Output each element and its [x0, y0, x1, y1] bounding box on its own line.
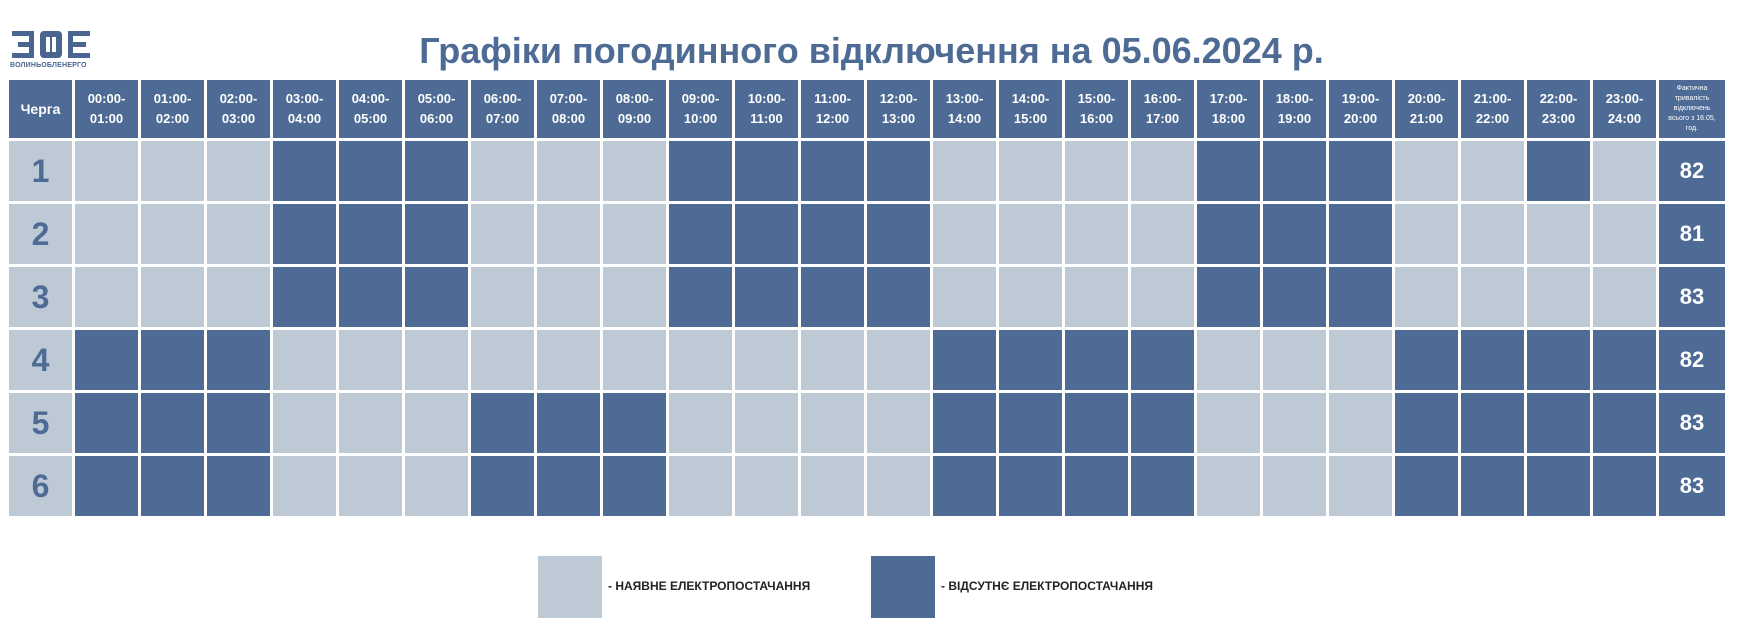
- legend-available-label: - НАЯВНЕ ЕЛЕКТРОПОСТАЧАННЯ: [608, 579, 811, 593]
- hour-cell-available: [1065, 141, 1128, 201]
- hour-cell-available: [1263, 393, 1326, 453]
- hour-cell-outage: [75, 330, 138, 390]
- hour-cell-outage: [141, 456, 204, 516]
- duration-total: 82: [1659, 141, 1725, 201]
- hour-cell-available: [669, 393, 732, 453]
- queue-row: [9, 456, 1725, 516]
- hour-header-line: 14:00: [947, 111, 982, 126]
- hour-cell-outage: [207, 330, 270, 390]
- hour-cell-outage: [933, 393, 996, 453]
- legend-available-swatch: [538, 556, 602, 618]
- hour-cell-outage: [207, 393, 270, 453]
- hour-cell-available: [471, 141, 534, 201]
- hour-cell-outage: [1461, 393, 1524, 453]
- hour-column-header: [933, 80, 996, 138]
- hour-cell-outage: [735, 267, 798, 327]
- logo-subtitle: ВОЛИНЬОБЛЕНЕРГО: [10, 62, 87, 69]
- hour-cell-outage: [207, 456, 270, 516]
- hour-header-line: 12:00: [815, 111, 850, 126]
- hour-cell-outage: [669, 141, 732, 201]
- hour-cell-available: [339, 393, 402, 453]
- page-title: Графіки погодинного відключення на 05.06.2024 р.: [419, 30, 1324, 71]
- hour-cell-available: [1263, 330, 1326, 390]
- hour-cell-available: [735, 393, 798, 453]
- duration-header-line: год.: [1685, 125, 1699, 132]
- hour-header-line: 20:00-: [1407, 91, 1446, 106]
- hour-cell-available: [471, 267, 534, 327]
- hour-cell-outage: [1593, 393, 1656, 453]
- hour-cell-available: [933, 267, 996, 327]
- hour-cell-available: [207, 267, 270, 327]
- hour-cell-outage: [1131, 456, 1194, 516]
- hour-header-line: 08:00: [551, 111, 586, 126]
- hour-column-header: [867, 80, 930, 138]
- hour-cell-available: [537, 330, 600, 390]
- hour-column-header: [1197, 80, 1260, 138]
- hour-column-header: [1263, 80, 1326, 138]
- hour-cell-outage: [141, 393, 204, 453]
- hour-cell-available: [1461, 204, 1524, 264]
- outage-schedule-table: [6, 77, 1728, 519]
- hour-cell-outage: [405, 141, 468, 201]
- hour-cell-outage: [999, 330, 1062, 390]
- duration-header-line: відключень: [1673, 105, 1711, 112]
- hour-header-line: 04:00-: [351, 91, 390, 106]
- hour-cell-available: [273, 456, 336, 516]
- hour-header-line: 23:00-: [1605, 91, 1644, 106]
- hour-column-header: [75, 80, 138, 138]
- hour-header-line: 10:00: [683, 111, 718, 126]
- hour-header-line: 17:00-: [1209, 91, 1248, 106]
- duration-total: 81: [1659, 204, 1725, 264]
- hour-header-line: 07:00-: [549, 91, 588, 106]
- hour-cell-outage: [1461, 330, 1524, 390]
- hour-cell-outage: [603, 456, 666, 516]
- hour-cell-outage: [1527, 456, 1590, 516]
- queue-number: 4: [9, 330, 72, 390]
- hour-cell-outage: [1395, 393, 1458, 453]
- hour-cell-outage: [1263, 267, 1326, 327]
- hour-cell-available: [1329, 456, 1392, 516]
- hour-cell-outage: [1527, 141, 1590, 201]
- hour-cell-outage: [1527, 393, 1590, 453]
- hour-cell-outage: [1065, 393, 1128, 453]
- hour-header-line: 17:00: [1145, 111, 1180, 126]
- hour-header-line: 07:00: [485, 111, 520, 126]
- hour-cell-available: [603, 330, 666, 390]
- hour-cell-outage: [933, 330, 996, 390]
- hour-header-line: 03:00-: [285, 91, 324, 106]
- hour-cell-outage: [1329, 204, 1392, 264]
- hour-cell-outage: [1131, 330, 1194, 390]
- hour-column-header: [1065, 80, 1128, 138]
- hour-cell-outage: [1527, 330, 1590, 390]
- hour-cell-available: [1197, 456, 1260, 516]
- hour-cell-outage: [867, 141, 930, 201]
- hour-header-line: 16:00: [1079, 111, 1114, 126]
- hour-cell-available: [669, 330, 732, 390]
- hour-cell-available: [603, 204, 666, 264]
- hour-cell-available: [1593, 267, 1656, 327]
- hour-cell-available: [1131, 204, 1194, 264]
- hour-cell-outage: [339, 141, 402, 201]
- hour-cell-outage: [405, 204, 468, 264]
- hour-cell-available: [1461, 267, 1524, 327]
- hour-header-line: 19:00: [1277, 111, 1312, 126]
- hour-header-line: 14:00-: [1011, 91, 1050, 106]
- hour-cell-available: [1065, 204, 1128, 264]
- hour-header-line: 11:00: [750, 111, 783, 126]
- hour-cell-outage: [1065, 330, 1128, 390]
- queue-row: [9, 141, 1725, 201]
- hour-cell-outage: [75, 456, 138, 516]
- hour-cell-available: [1395, 141, 1458, 201]
- hour-header-line: 02:00-: [219, 91, 258, 106]
- hour-header-line: 24:00: [1607, 111, 1642, 126]
- hour-header-line: 01:00-: [153, 91, 192, 106]
- queue-number: 2: [9, 204, 72, 264]
- hour-cell-available: [1329, 393, 1392, 453]
- hour-cell-available: [867, 393, 930, 453]
- duration-column-header: [1659, 80, 1725, 138]
- hour-cell-outage: [75, 393, 138, 453]
- queue-row: [9, 204, 1725, 264]
- hour-column-header: [669, 80, 732, 138]
- hour-header-line: 08:00-: [615, 91, 654, 106]
- hour-cell-available: [1593, 141, 1656, 201]
- hour-header-line: 21:00-: [1473, 91, 1512, 106]
- hour-cell-available: [75, 204, 138, 264]
- hour-cell-available: [801, 393, 864, 453]
- hour-cell-available: [933, 141, 996, 201]
- hour-cell-available: [537, 204, 600, 264]
- hour-cell-outage: [801, 267, 864, 327]
- hour-cell-outage: [801, 204, 864, 264]
- hour-cell-outage: [1065, 456, 1128, 516]
- hour-cell-outage: [933, 456, 996, 516]
- hour-column-header: [1329, 80, 1392, 138]
- hour-cell-available: [1065, 267, 1128, 327]
- hour-cell-available: [1593, 204, 1656, 264]
- queue-number: 6: [9, 456, 72, 516]
- hour-cell-outage: [537, 456, 600, 516]
- hour-cell-available: [801, 330, 864, 390]
- hour-column-header: [1527, 80, 1590, 138]
- hour-column-header: [273, 80, 336, 138]
- hour-header-line: 19:00-: [1341, 91, 1380, 106]
- hour-cell-available: [339, 456, 402, 516]
- duration-header-line: всього з 16.05,: [1668, 115, 1716, 122]
- hour-header-line: 18:00-: [1275, 91, 1314, 106]
- hour-cell-outage: [1197, 204, 1260, 264]
- hour-cell-outage: [801, 141, 864, 201]
- hour-header-line: 15:00-: [1077, 91, 1116, 106]
- hour-header-line: 06:00: [419, 111, 454, 126]
- hour-column-header: [207, 80, 270, 138]
- hour-cell-outage: [1395, 330, 1458, 390]
- hour-cell-available: [735, 330, 798, 390]
- hour-header-line: 22:00-: [1539, 91, 1578, 106]
- legend-absent-swatch: [871, 556, 935, 618]
- hour-cell-outage: [735, 141, 798, 201]
- hour-cell-available: [207, 204, 270, 264]
- hour-cell-available: [867, 456, 930, 516]
- hour-cell-outage: [273, 267, 336, 327]
- hour-cell-available: [1527, 204, 1590, 264]
- hour-cell-available: [933, 204, 996, 264]
- hour-header-line: 10:00-: [747, 91, 786, 106]
- hour-cell-available: [867, 330, 930, 390]
- hour-cell-available: [1197, 330, 1260, 390]
- hour-cell-available: [603, 267, 666, 327]
- hour-cell-outage: [273, 204, 336, 264]
- hour-header-line: 04:00: [287, 111, 322, 126]
- hour-cell-outage: [1395, 456, 1458, 516]
- queue-row: [9, 393, 1725, 453]
- hour-cell-outage: [339, 204, 402, 264]
- hour-cell-outage: [1131, 393, 1194, 453]
- hour-cell-available: [1263, 456, 1326, 516]
- hour-cell-available: [339, 330, 402, 390]
- hour-header-line: 23:00: [1541, 111, 1576, 126]
- hour-cell-available: [1395, 204, 1458, 264]
- hour-cell-available: [1329, 330, 1392, 390]
- queue-number: 3: [9, 267, 72, 327]
- hour-header-line: 12:00-: [879, 91, 918, 106]
- duration-total: 83: [1659, 456, 1725, 516]
- hour-cell-outage: [1197, 267, 1260, 327]
- hour-cell-available: [405, 393, 468, 453]
- hour-cell-available: [1527, 267, 1590, 327]
- hour-column-header: [339, 80, 402, 138]
- hour-header-line: 05:00-: [417, 91, 456, 106]
- hour-cell-available: [471, 330, 534, 390]
- queue-number: 1: [9, 141, 72, 201]
- hour-cell-available: [537, 141, 600, 201]
- hour-column-header: [537, 80, 600, 138]
- hour-header-line: 13:00-: [945, 91, 984, 106]
- legend-absent-label: - ВІДСУТНЄ ЕЛЕКТРОПОСТАЧАННЯ: [941, 579, 1153, 593]
- hour-cell-available: [207, 141, 270, 201]
- hour-cell-outage: [141, 330, 204, 390]
- hour-column-header: [1131, 80, 1194, 138]
- hour-cell-outage: [537, 393, 600, 453]
- hour-column-header: [141, 80, 204, 138]
- hour-column-header: [801, 80, 864, 138]
- hour-header-line: 16:00-: [1143, 91, 1182, 106]
- hour-cell-outage: [405, 267, 468, 327]
- queue-number: 5: [9, 393, 72, 453]
- hour-cell-outage: [1329, 141, 1392, 201]
- hour-header-line: 18:00: [1211, 111, 1246, 126]
- hour-cell-available: [405, 330, 468, 390]
- hour-header-line: 13:00: [881, 111, 916, 126]
- hour-cell-available: [669, 456, 732, 516]
- hour-cell-available: [537, 267, 600, 327]
- hour-header-line: 11:00-: [814, 91, 851, 106]
- hour-header-line: 09:00: [617, 111, 652, 126]
- hour-header-line: 02:00: [155, 111, 190, 126]
- hour-cell-available: [1461, 141, 1524, 201]
- duration-total: 83: [1659, 393, 1725, 453]
- hour-header-line: 01:00: [89, 111, 124, 126]
- hour-cell-available: [141, 141, 204, 201]
- hour-cell-outage: [1263, 204, 1326, 264]
- queue-row: [9, 330, 1725, 390]
- hour-cell-outage: [669, 267, 732, 327]
- hour-header-line: 21:00: [1409, 111, 1444, 126]
- hour-cell-available: [405, 456, 468, 516]
- hour-cell-available: [801, 456, 864, 516]
- hour-column-header: [999, 80, 1062, 138]
- hour-cell-outage: [999, 456, 1062, 516]
- hour-cell-outage: [1329, 267, 1392, 327]
- hour-cell-available: [273, 330, 336, 390]
- hour-cell-outage: [1263, 141, 1326, 201]
- hour-column-header: [405, 80, 468, 138]
- duration-total: 83: [1659, 267, 1725, 327]
- table-body: [9, 141, 1725, 516]
- hour-header-line: 03:00: [221, 111, 256, 126]
- hour-cell-outage: [603, 393, 666, 453]
- hour-cell-available: [273, 393, 336, 453]
- hour-header-line: 15:00: [1013, 111, 1048, 126]
- hour-cell-outage: [1461, 456, 1524, 516]
- hour-column-header: [471, 80, 534, 138]
- hour-cell-outage: [999, 393, 1062, 453]
- hour-cell-available: [999, 141, 1062, 201]
- hour-cell-available: [471, 204, 534, 264]
- hour-cell-outage: [669, 204, 732, 264]
- duration-header-line: тривалість: [1674, 95, 1710, 102]
- hour-column-header: [1395, 80, 1458, 138]
- hour-header-line: 09:00-: [681, 91, 720, 106]
- hour-cell-available: [735, 456, 798, 516]
- hour-header-line: 00:00-: [87, 91, 126, 106]
- hour-cell-available: [999, 267, 1062, 327]
- hour-cell-available: [75, 267, 138, 327]
- hour-cell-outage: [867, 267, 930, 327]
- table-header-row: [9, 80, 1725, 138]
- hour-column-header: [735, 80, 798, 138]
- hour-cell-outage: [1593, 330, 1656, 390]
- duration-header-line: Фактична: [1676, 85, 1708, 92]
- hour-header-line: 20:00: [1343, 111, 1378, 126]
- hour-cell-available: [75, 141, 138, 201]
- hour-column-header: [1593, 80, 1656, 138]
- hour-cell-available: [999, 204, 1062, 264]
- hour-cell-outage: [339, 267, 402, 327]
- hour-cell-outage: [867, 204, 930, 264]
- hour-header-line: 22:00: [1475, 111, 1510, 126]
- hour-cell-available: [1395, 267, 1458, 327]
- queue-column-header: Черга: [9, 80, 72, 138]
- hour-cell-outage: [471, 456, 534, 516]
- hour-cell-available: [141, 204, 204, 264]
- hour-cell-available: [603, 141, 666, 201]
- hour-cell-available: [1131, 141, 1194, 201]
- hour-cell-available: [1197, 393, 1260, 453]
- queue-row: [9, 267, 1725, 327]
- hour-header-line: 06:00-: [483, 91, 522, 106]
- hour-cell-available: [141, 267, 204, 327]
- hour-cell-outage: [735, 204, 798, 264]
- hour-header-line: 05:00: [353, 111, 388, 126]
- hour-cell-outage: [1593, 456, 1656, 516]
- hour-cell-available: [1131, 267, 1194, 327]
- duration-total: 82: [1659, 330, 1725, 390]
- hour-column-header: [1461, 80, 1524, 138]
- hour-cell-outage: [471, 393, 534, 453]
- hour-cell-outage: [1197, 141, 1260, 201]
- hour-cell-outage: [273, 141, 336, 201]
- hour-column-header: [603, 80, 666, 138]
